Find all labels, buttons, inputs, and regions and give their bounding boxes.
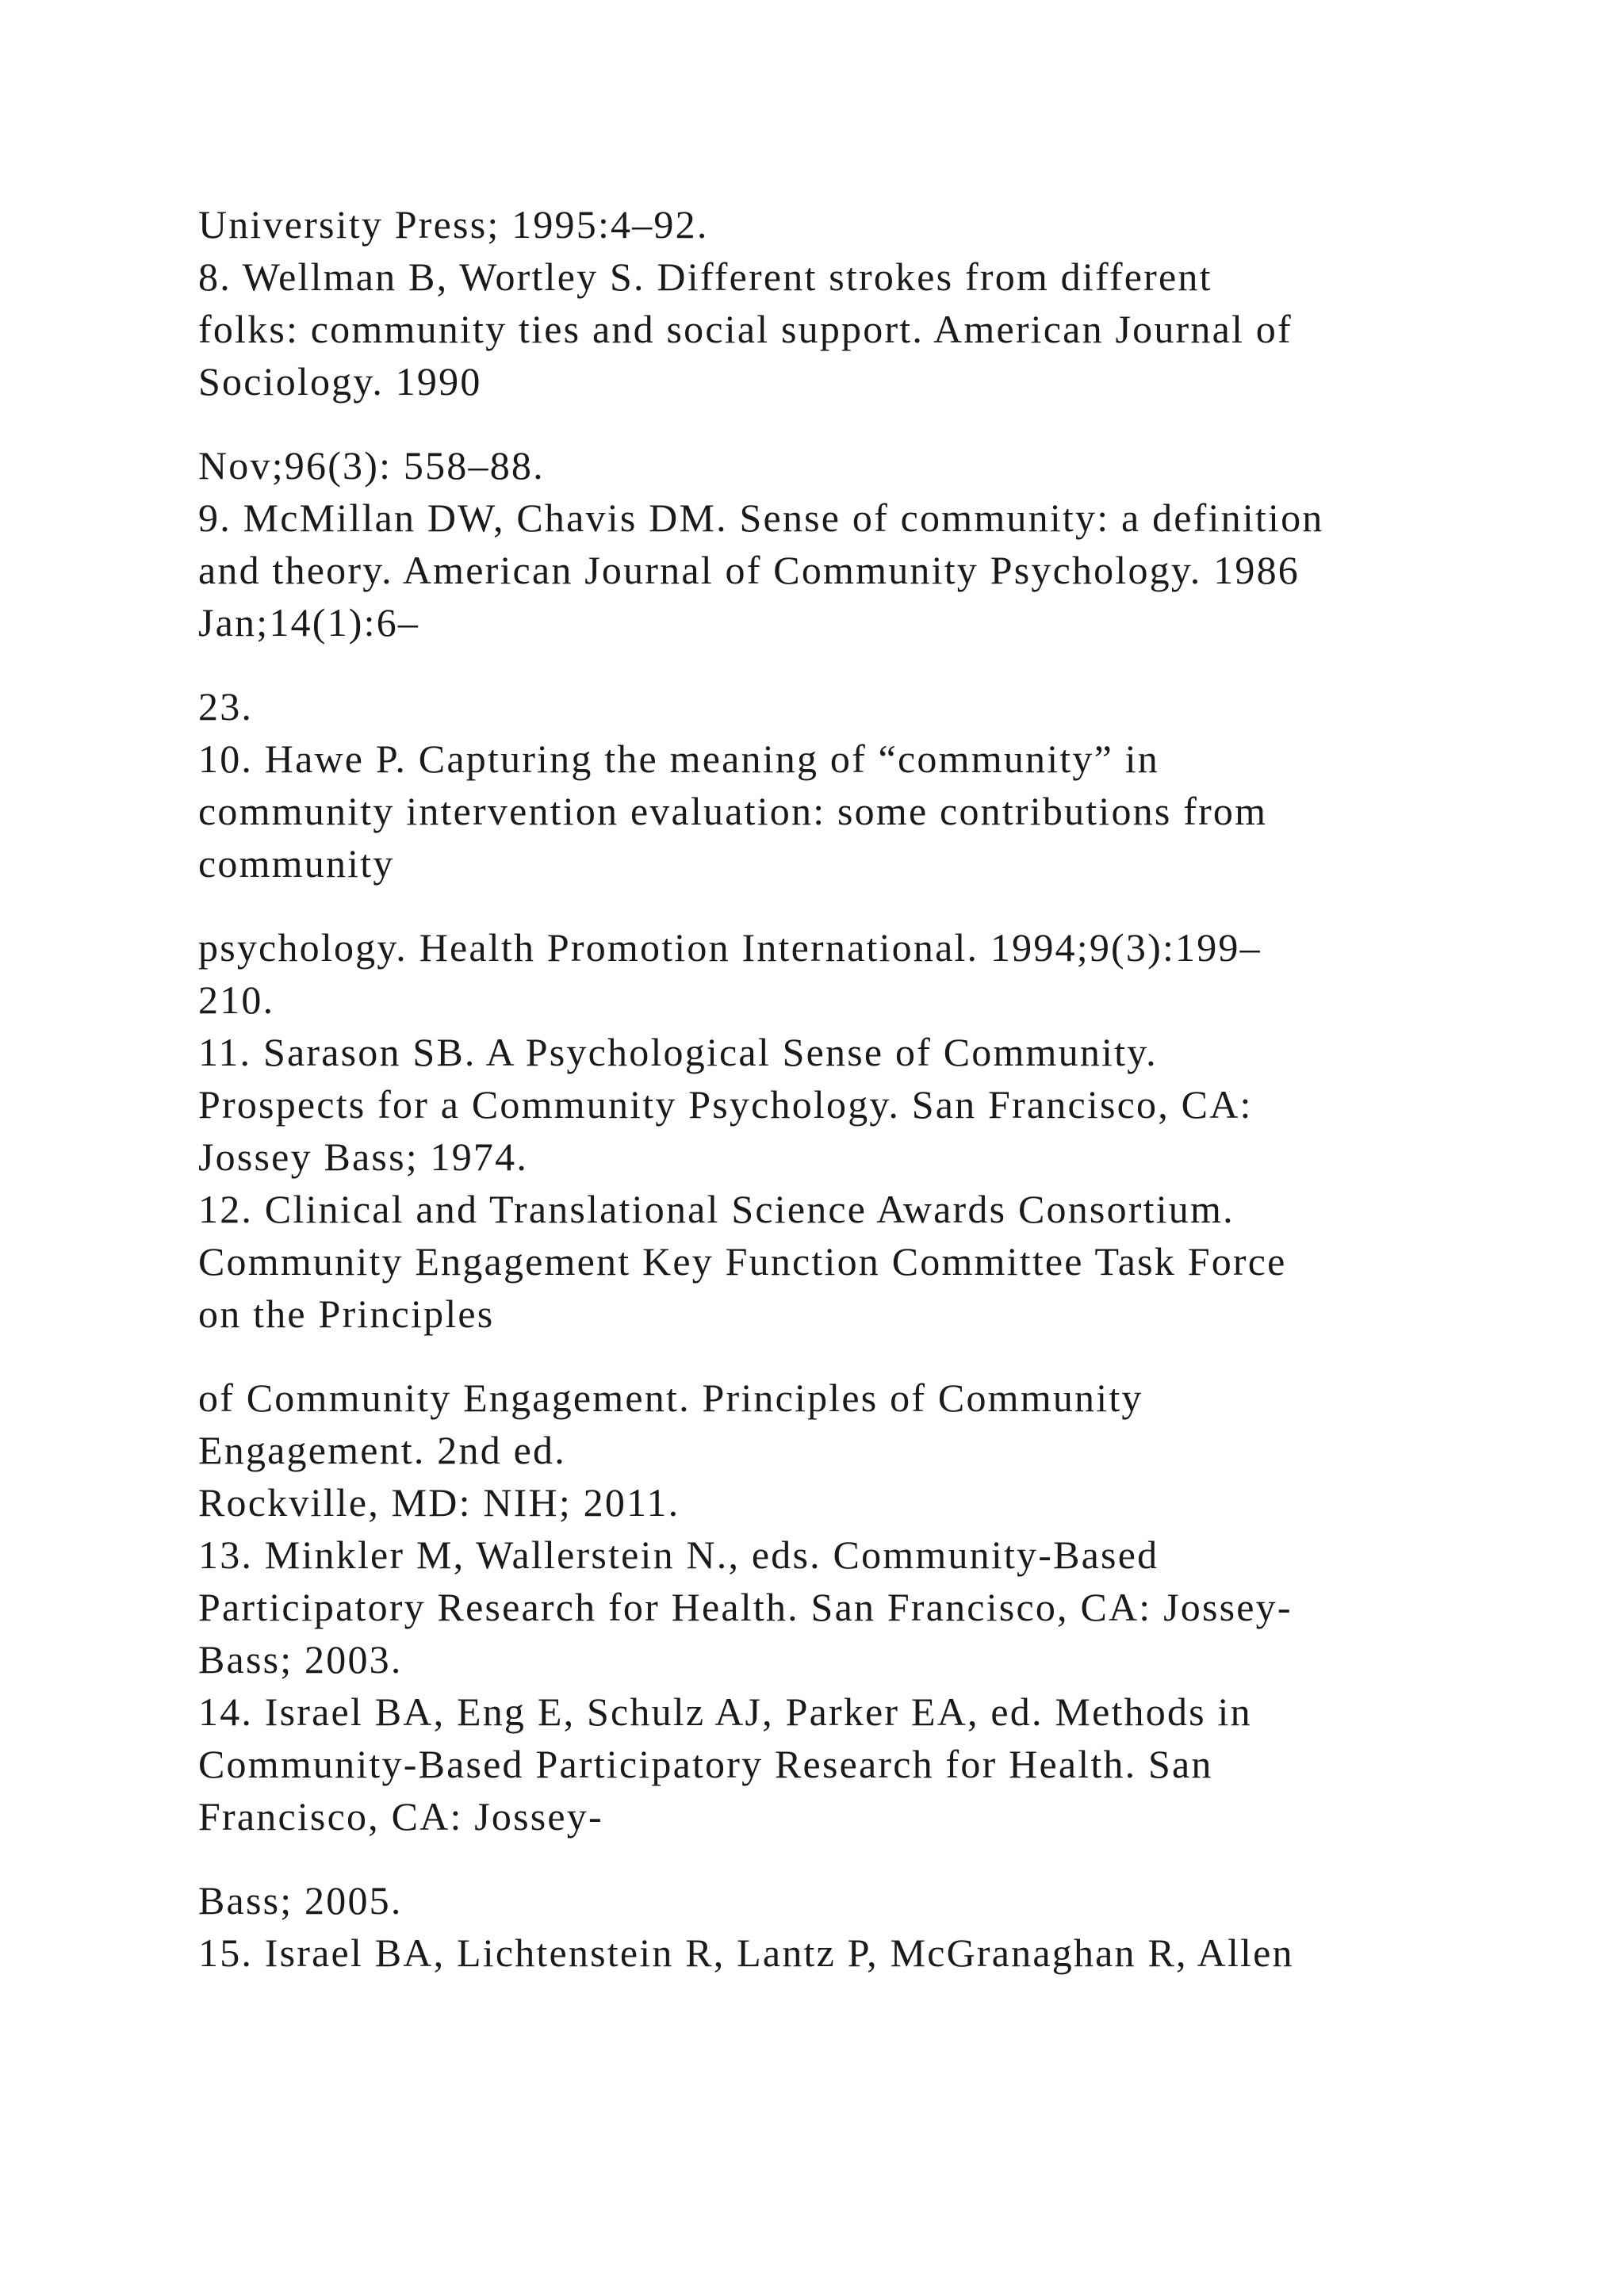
- reference-line: Francisco, CA: Jossey-: [198, 1794, 603, 1839]
- reference-list: [198, 198, 1483, 1979]
- reference-line: 11. Sarason SB. A Psychological Sense of Community.: [198, 1030, 1158, 1074]
- paragraph-gap: [198, 649, 1483, 680]
- reference-line: community intervention evaluation: some contributions from: [198, 789, 1268, 833]
- reference-line: Nov;96(3): 558–88.: [198, 443, 545, 488]
- reference-line: Community Engagement Key Function Committee Task Force: [198, 1239, 1287, 1284]
- reference-line: 14. Israel BA, Eng E, Schulz AJ, Parker EA, ed. Methods in: [198, 1689, 1252, 1734]
- reference-line: University Press; 1995:4–92.: [198, 202, 709, 247]
- paragraph-gap: [198, 1843, 1483, 1874]
- reference-line: on the Principles: [198, 1292, 495, 1336]
- reference-line: folks: community ties and social support. American Journal of: [198, 307, 1293, 351]
- reference-line: 13. Minkler M, Wallerstein N., eds. Community-Based: [198, 1533, 1159, 1577]
- reference-line: 10. Hawe P. Capturing the meaning of “community” in: [198, 737, 1159, 781]
- reference-line: community: [198, 841, 395, 886]
- reference-line: 8. Wellman B, Wortley S. Different strokes from different: [198, 254, 1212, 299]
- reference-line: of Community Engagement. Principles of Community: [198, 1376, 1143, 1420]
- reference-line: Engagement. 2nd ed.: [198, 1428, 566, 1472]
- reference-line: Bass; 2003.: [198, 1637, 403, 1682]
- reference-line: Jan;14(1):6–: [198, 600, 420, 645]
- paragraph-gap: [198, 1340, 1483, 1372]
- reference-line: and theory. American Journal of Community Psychology. 1986: [198, 548, 1300, 592]
- reference-line: Jossey Bass; 1974.: [198, 1135, 529, 1179]
- paragraph-gap: [198, 408, 1483, 439]
- reference-line: 15. Israel BA, Lichtenstein R, Lantz P, McGranaghan R, Allen: [198, 1931, 1294, 1975]
- paragraph-gap: [198, 890, 1483, 921]
- reference-line: Community-Based Participatory Research for Health. San: [198, 1742, 1213, 1786]
- reference-line: 9. McMillan DW, Chavis DM. Sense of community: a definition: [198, 496, 1324, 540]
- reference-line: psychology. Health Promotion International. 1994;9(3):199–: [198, 925, 1262, 970]
- reference-line: Participatory Research for Health. San Francisco, CA: Jossey-: [198, 1585, 1293, 1629]
- reference-line: Rockville, MD: NIH; 2011.: [198, 1480, 680, 1525]
- reference-line: Prospects for a Community Psychology. San Francisco, CA:: [198, 1082, 1253, 1127]
- reference-line: 12. Clinical and Translational Science Awards Consortium.: [198, 1187, 1235, 1231]
- reference-line: Sociology. 1990: [198, 359, 482, 404]
- reference-line: 23.: [198, 684, 254, 729]
- reference-line: 210.: [198, 978, 275, 1022]
- reference-line: Bass; 2005.: [198, 1878, 403, 1923]
